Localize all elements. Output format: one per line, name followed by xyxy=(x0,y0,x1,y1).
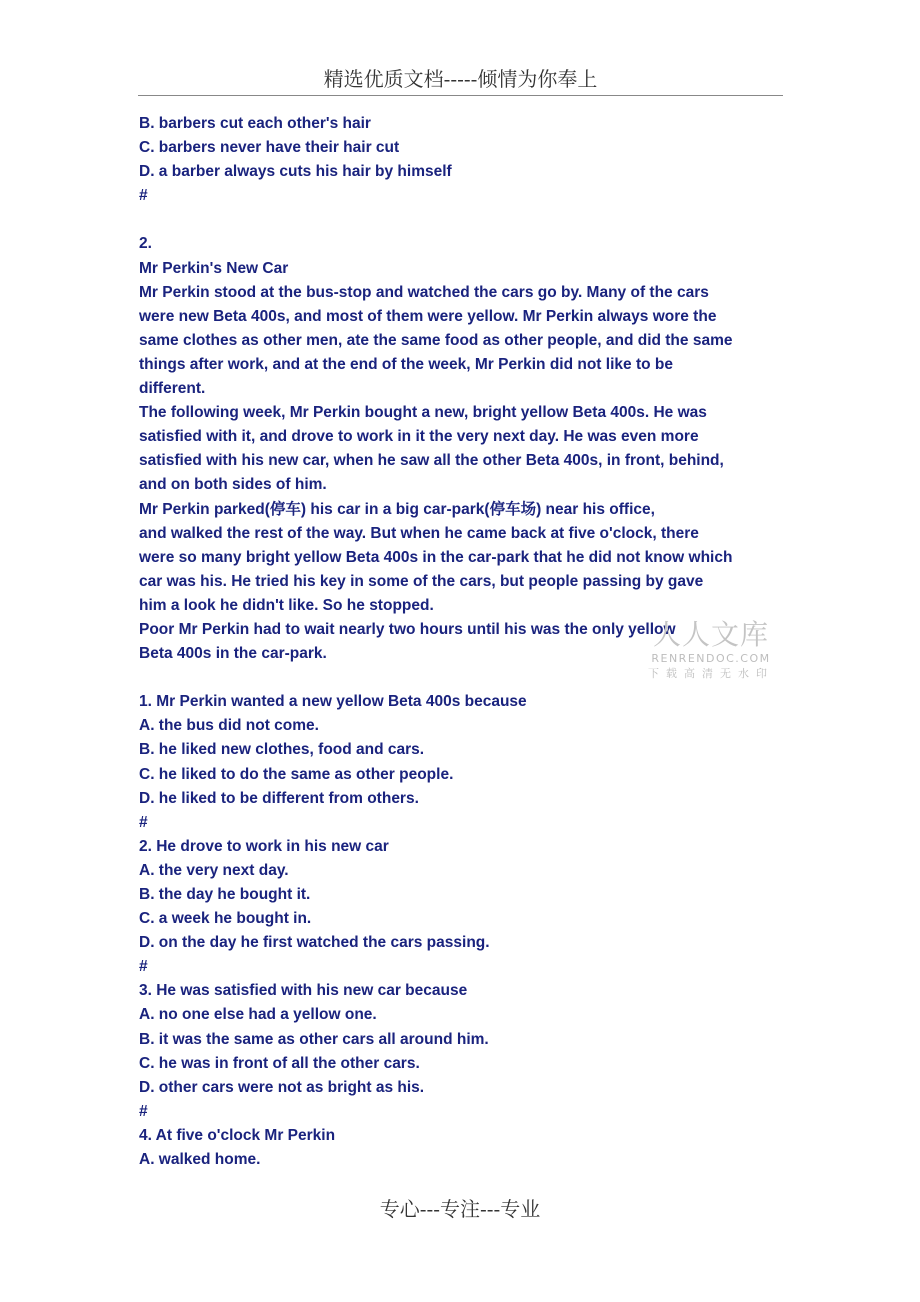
answer-option: D. on the day he first watched the cars passing. xyxy=(139,934,490,952)
passage-title: Mr Perkin's New Car xyxy=(139,259,289,277)
passage-line: things after work, and at the end of the week, Mr Perkin did not like to be xyxy=(139,355,673,373)
blank-line xyxy=(139,208,779,232)
question-stem: 4. At five o'clock Mr Perkin xyxy=(139,1126,336,1144)
text-line: C. barbers never have their hair cut xyxy=(139,139,400,157)
watermark-logo: 人人文库 xyxy=(652,618,769,651)
passage-line: were new Beta 400s, and most of them were yellow. Mr Perkin always wore the xyxy=(139,307,717,325)
passage-line: The following week, Mr Perkin bought a new, bright yellow Beta 400s. He was xyxy=(139,404,707,422)
watermark-slogan: 下载高清无水印 xyxy=(648,667,774,680)
passage-line: different. xyxy=(139,380,206,398)
passage-line: Mr Perkin stood at the bus-stop and watched the cars go by. Many of the cars xyxy=(139,283,709,301)
question-stem: 3. He was satisfied with his new car because xyxy=(139,982,468,1000)
separator-mark: # xyxy=(139,813,148,831)
answer-option: B. the day he bought it. xyxy=(139,886,311,903)
question-stem: 2. He drove to work in his new car xyxy=(139,837,389,855)
passage-line: were so many bright yellow Beta 400s in the car-park that he did not know which xyxy=(139,548,733,566)
answer-option: B. it was the same as other cars all around him. xyxy=(139,1030,489,1048)
watermark xyxy=(646,618,776,682)
separator-mark: # xyxy=(139,187,148,205)
section-number: 2. xyxy=(139,235,152,253)
passage-line: Mr Perkin parked(停车) his car in a big car-park(停车场) near his office, xyxy=(139,500,655,518)
passage-line: and walked the rest of the way. But when he came back at five o'clock, there xyxy=(139,524,699,542)
passage-line: him a look he didn't like. So he stopped. xyxy=(139,596,434,614)
watermark-domain: RENRENDOC.COM xyxy=(651,652,771,665)
answer-option: C. he liked to do the same as other people. xyxy=(139,765,454,783)
answer-option: D. other cars were not as bright as his. xyxy=(139,1078,425,1096)
answer-option: A. no one else had a yellow one. xyxy=(139,1006,377,1024)
separator-mark: # xyxy=(139,958,148,976)
passage-line: Poor Mr Perkin had to wait nearly two hours until his was the only yellow xyxy=(139,620,676,638)
text-line: B. barbers cut each other's hair xyxy=(139,115,371,132)
answer-option: A. walked home. xyxy=(139,1151,261,1169)
answer-option: C. a week he bought in. xyxy=(139,910,312,928)
answer-option: C. he was in front of all the other cars. xyxy=(139,1054,420,1072)
passage-line: Beta 400s in the car-park. xyxy=(139,645,327,663)
separator-mark: # xyxy=(139,1102,148,1120)
answer-option: D. he liked to be different from others. xyxy=(139,789,419,807)
passage-line: satisfied with it, and drove to work in it the very next day. He was even more xyxy=(139,428,699,446)
passage-line: car was his. He tried his key in some of the cars, but people passing by gave xyxy=(139,572,704,590)
answer-option: B. he liked new clothes, food and cars. xyxy=(139,741,425,759)
header-divider xyxy=(138,95,783,96)
passage-line: and on both sides of him. xyxy=(139,476,327,494)
text-line: D. a barber always cuts his hair by himself xyxy=(139,163,452,181)
answer-option: A. the bus did not come. xyxy=(139,717,319,735)
page-header: 精选优质文档-----倾情为你奉上 xyxy=(323,67,598,91)
question-stem: 1. Mr Perkin wanted a new yellow Beta 400s because xyxy=(139,693,527,711)
page-footer: 专心---专注---专业 xyxy=(379,1197,541,1221)
passage-line: satisfied with his new car, when he saw all the other Beta 400s, in front, behind, xyxy=(139,452,724,470)
answer-option: A. the very next day. xyxy=(139,861,289,879)
passage-line: same clothes as other men, ate the same food as other people, and did the same xyxy=(139,331,733,349)
